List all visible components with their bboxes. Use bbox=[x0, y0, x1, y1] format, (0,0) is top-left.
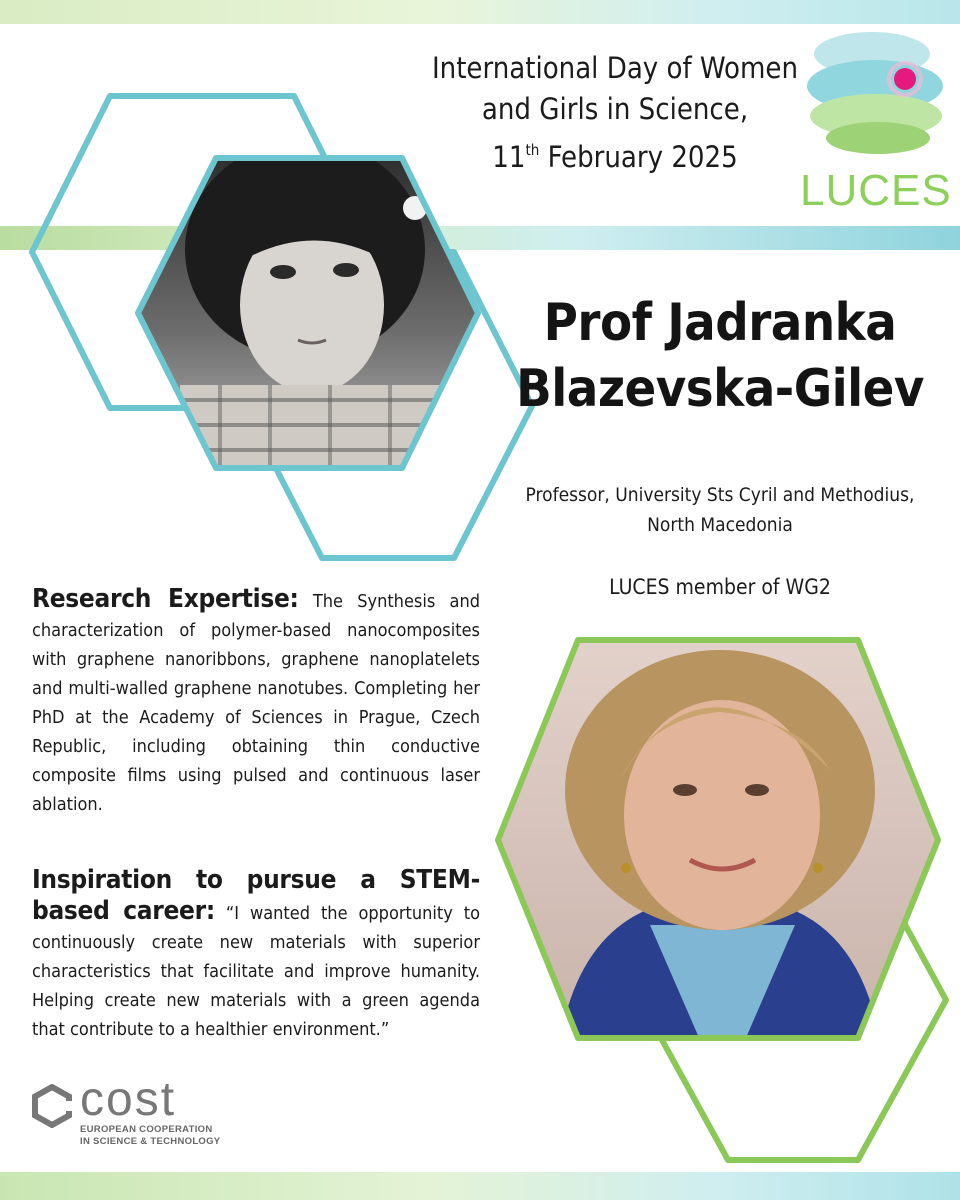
cost-subtitle-line-2: IN SCIENCE & TECHNOLOGY bbox=[80, 1136, 221, 1147]
event-date-day: 11 bbox=[492, 140, 526, 174]
event-date-suffix: th bbox=[525, 141, 540, 159]
person-name bbox=[500, 290, 940, 422]
cost-logo-word: cost bbox=[80, 1073, 177, 1126]
childhood-photo bbox=[130, 140, 490, 485]
luces-logo-icon bbox=[800, 26, 950, 166]
person-name-line-1: Prof Jadranka bbox=[543, 293, 897, 353]
event-title bbox=[430, 48, 800, 178]
luces-logo bbox=[800, 26, 950, 214]
inspiration-heading: Inspiration to pursue a STEM-based career: bbox=[32, 865, 480, 926]
event-date-rest: February 2025 bbox=[539, 140, 738, 174]
cost-logo-subtitle bbox=[80, 1124, 220, 1148]
research-expertise-heading: Research Expertise: bbox=[32, 584, 299, 614]
research-expertise-text: The Synthesis and characterization of polymer-based nanocomposites with graphene nanoribbons, graphene nanoplatelets and multi-walled graphene nanotubes. Completing her PhD at the Academy of Sciences in Prague, Czech Republic, including obtaining thin conductive composite films using pulsed and continuous laser ablation. bbox=[32, 591, 480, 815]
membership-text: LUCES member of WG2 bbox=[609, 575, 831, 599]
inspiration-paragraph bbox=[32, 866, 480, 1044]
position-line-2: North Macedonia bbox=[647, 514, 793, 536]
cost-subtitle-line-1: EUROPEAN COOPERATION bbox=[80, 1124, 213, 1135]
person-name-line-2: Blazevska-Gilev bbox=[516, 359, 924, 419]
event-title-line-2: and Girls in Science, bbox=[481, 92, 749, 126]
person-position bbox=[500, 480, 940, 540]
cost-logo bbox=[30, 1073, 230, 1155]
cost-hexagon-icon bbox=[30, 1084, 74, 1128]
research-expertise-paragraph bbox=[32, 585, 480, 819]
luces-logo-text: LUCES bbox=[800, 166, 952, 215]
inspiration-text: “I wanted the opportunity to continuously create new materials with superior characteristics that facilitate and improve humanity. Helping create new materials with a green agenda that contribute to a healthier environment.” bbox=[32, 903, 481, 1040]
event-title-line-1: International Day of Women bbox=[431, 51, 799, 85]
event-date bbox=[430, 130, 800, 178]
position-line-1: Professor, University Sts Cyril and Methodius, bbox=[525, 484, 915, 506]
